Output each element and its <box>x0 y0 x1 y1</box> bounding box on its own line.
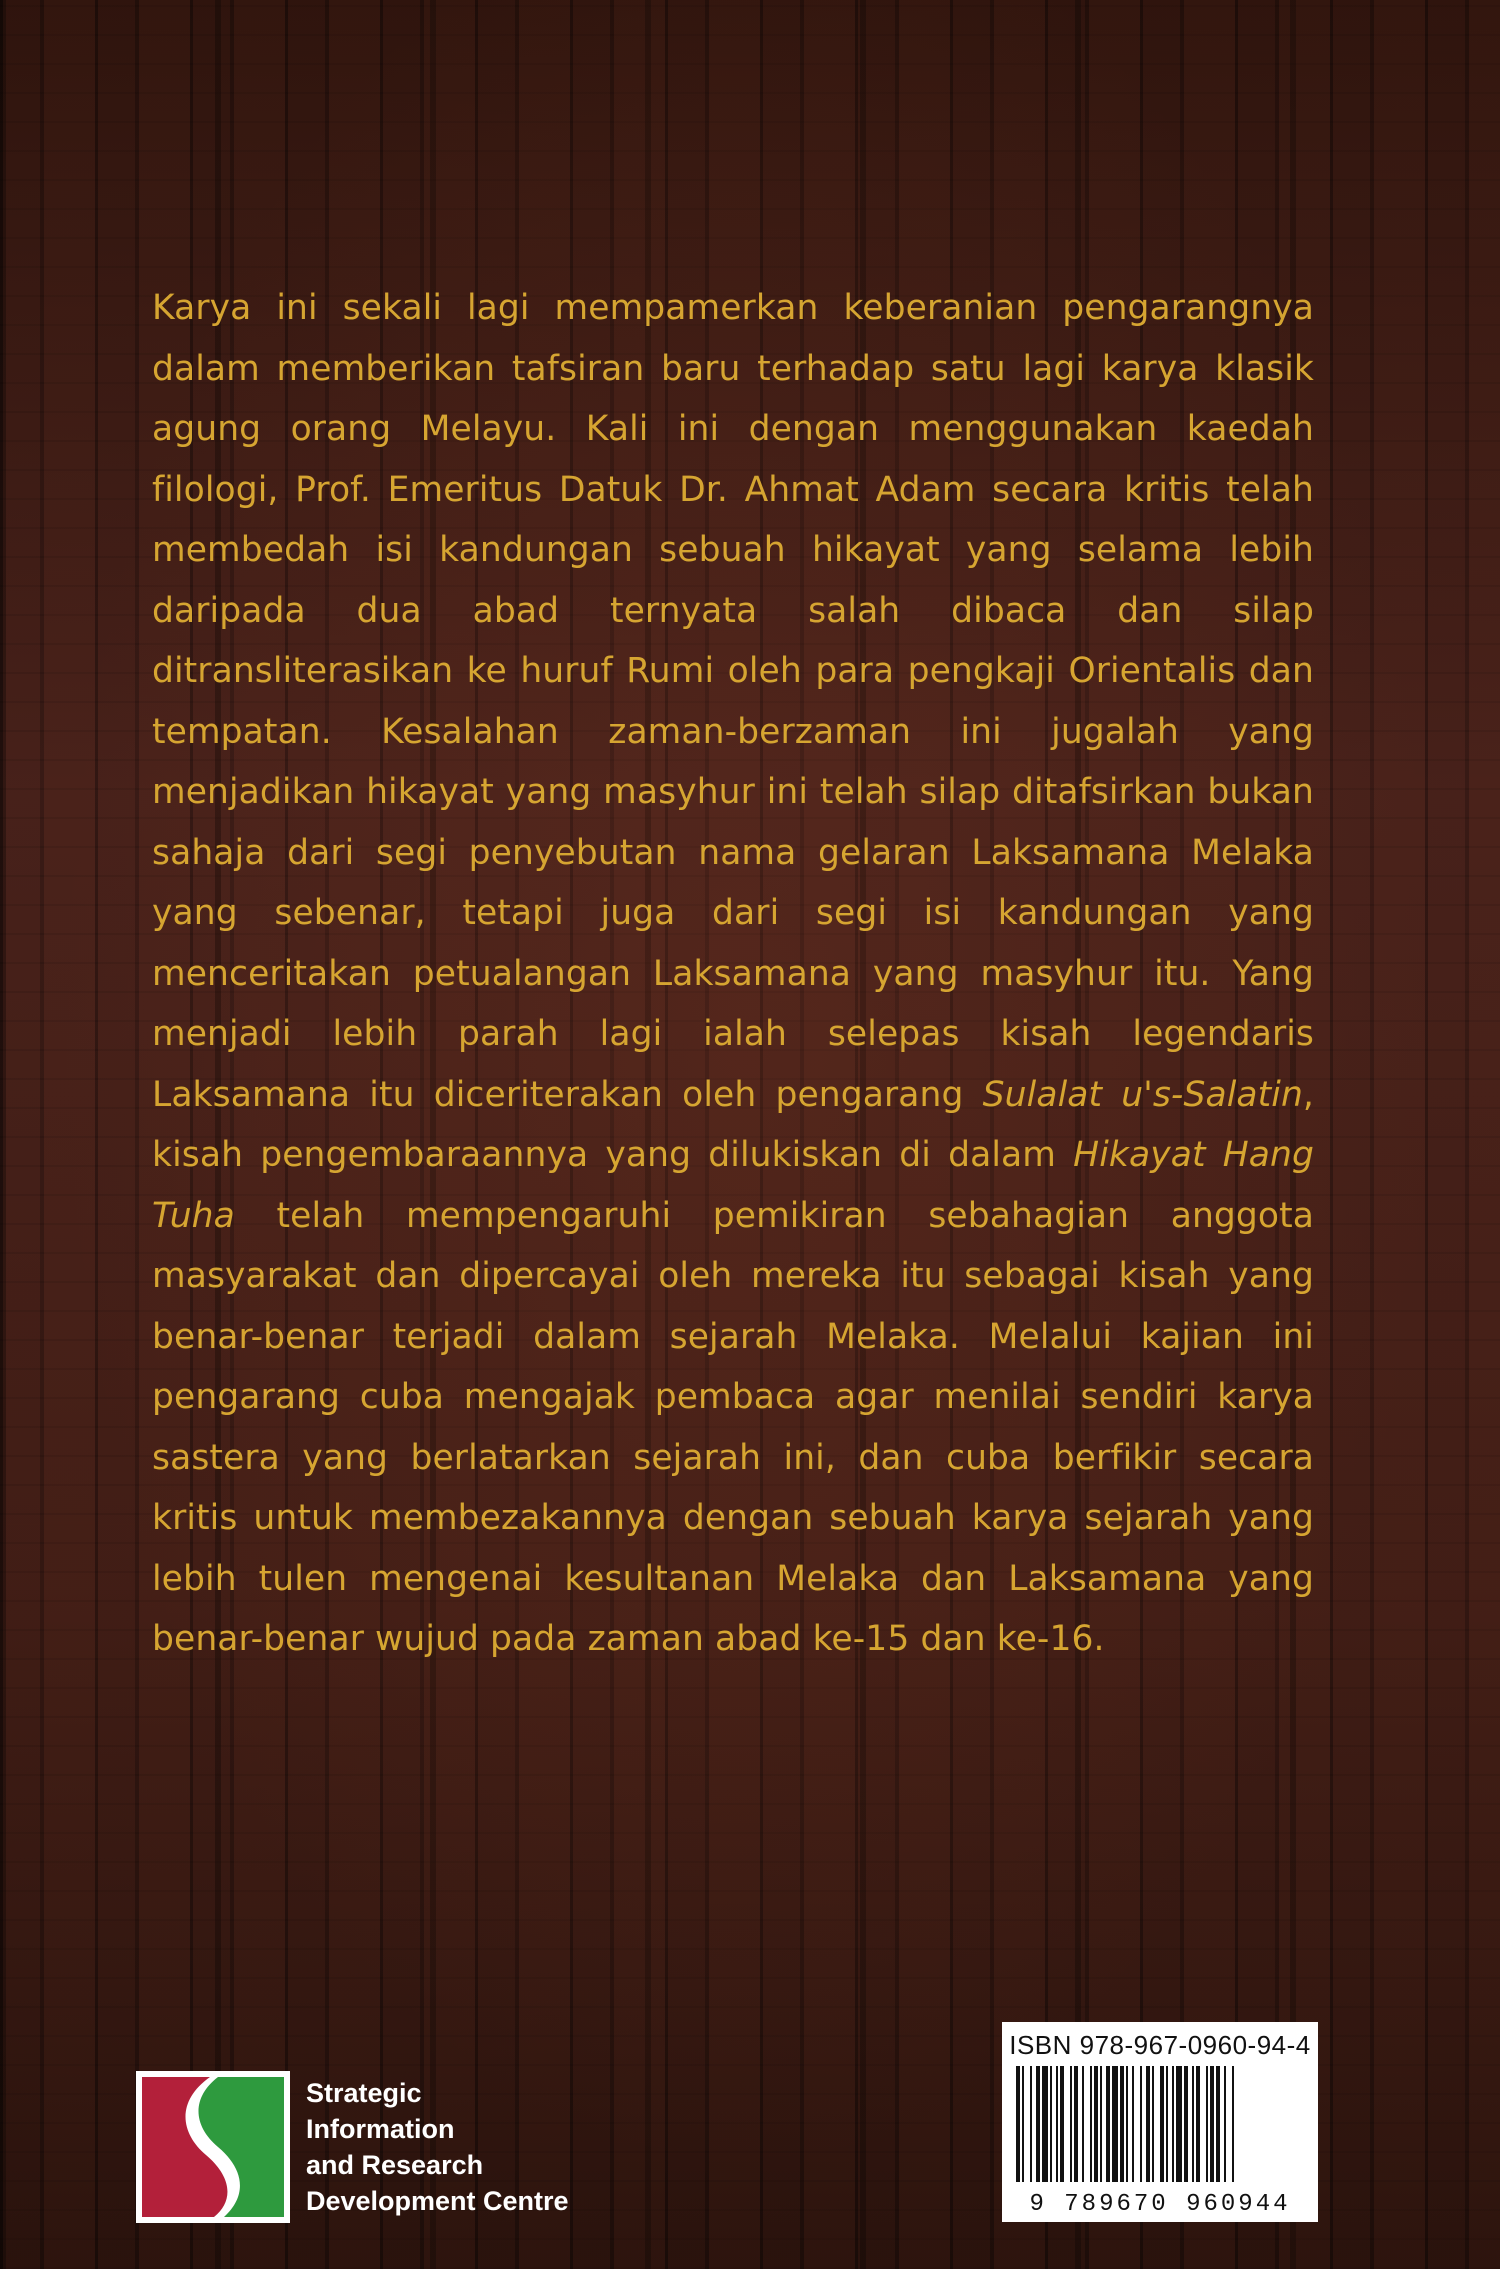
barcode-bar <box>1030 2066 1032 2182</box>
barcode-bar <box>1042 2066 1048 2182</box>
barcode-bar <box>1016 2066 1020 2182</box>
barcode-bar <box>1056 2066 1058 2182</box>
publisher-line: Strategic <box>306 2078 422 2108</box>
barcode-bar <box>1206 2066 1208 2182</box>
barcode-bar <box>1166 2066 1168 2182</box>
barcode-bar <box>1120 2066 1124 2182</box>
book-title-sulalat: Sulalat u's-Salatin <box>982 1074 1303 1115</box>
barcode-bar <box>1224 2066 1226 2182</box>
blurb-text-2: , kisah pengembaraannya yang dilukiskan di dalam <box>152 1074 1314 1175</box>
publisher-name <box>306 2075 569 2219</box>
isbn-barcode <box>1002 2022 1318 2222</box>
barcode-bar <box>1192 2066 1194 2182</box>
barcode-icon <box>1010 2066 1310 2216</box>
barcode-bar <box>1100 2066 1102 2182</box>
publisher-line: Development Centre <box>306 2186 569 2216</box>
barcode-bar <box>1140 2066 1142 2182</box>
isbn-label: ISBN 978-967-0960-94-4 <box>1009 2030 1311 2060</box>
back-cover-blurb <box>152 278 1314 1670</box>
barcode-bar <box>1176 2066 1182 2182</box>
barcode-bar <box>1210 2066 1214 2182</box>
barcode-bar <box>1132 2066 1134 2182</box>
barcode-bar <box>1172 2066 1174 2182</box>
publisher-line: and Research <box>306 2150 484 2180</box>
barcode-bar <box>1126 2066 1128 2182</box>
barcode-bar <box>1036 2066 1040 2182</box>
barcode-digits: 9 789670 960944 <box>1029 2191 1291 2216</box>
blurb-text-1: Karya ini sekali lagi mempamerkan keberanian pengarangnya dalam memberikan tafsiran baru terhadap satu lagi karya klasik agung orang Melayu. Kali ini dengan menggunakan kaedah filologi, Prof. Emeritus Datuk Dr. Ahmat Adam secara kritis telah membedah isi kandungan sebuah hikayat yang selama lebih daripada dua abad ternyata salah dibaca dan silap ditransliterasikan ke huruf Rumi oleh para pengkaji Orientalis dan tempatan. Kesalahan zaman-berzaman ini jugalah yang menjadikan hikayat yang masyhur ini telah silap ditafsirkan bukan sahaja dari segi penyebutan nama gelaran Laksamana Melaka yang sebenar, tetapi juga dari segi isi kandungan yang menceritakan petualangan Laksamana yang masyhur itu. Yang menjadi lebih parah lagi ialah selepas kisah legendaris Laksamana itu diceriterakan oleh pengarang <box>152 288 1314 1115</box>
barcode-bar <box>1070 2066 1072 2182</box>
barcode-bar <box>1082 2066 1084 2182</box>
barcode-bar <box>1060 2066 1064 2182</box>
barcode-bar <box>1232 2066 1234 2182</box>
barcode-bar <box>1196 2066 1200 2182</box>
barcode-bar <box>1106 2066 1110 2182</box>
barcode-bar <box>1152 2066 1154 2182</box>
barcode-bar <box>1160 2066 1164 2182</box>
book-title-hikayat: Hikayat Hang Tuha <box>152 1135 1314 1236</box>
barcode-bar <box>1050 2066 1052 2182</box>
barcode-bar <box>1216 2066 1220 2182</box>
barcode-bar <box>1094 2066 1098 2182</box>
barcode-bar <box>1112 2066 1118 2182</box>
blurb-text-3: telah mempengaruhi pemikiran sebahagian anggota masyarakat dan dipercayai oleh mereka itu sebagai kisah yang benar-benar terjadi dalam sejarah Melaka. Melalui kajian ini pengarang cuba mengajak pembaca agar menilai sendiri karya sastera yang berlatarkan sejarah ini, dan cuba berfikir secara kritis untuk membezakannya dengan sebuah karya sejarah yang lebih tulen mengenai kesultanan Melaka dan Laksamana yang benar-benar wujud pada zaman abad ke-15 dan ke-16. <box>152 1195 1314 1659</box>
barcode-bar <box>1022 2066 1024 2182</box>
sirdc-s-logo-icon <box>136 2071 290 2223</box>
publisher-logo <box>136 2071 290 2223</box>
barcode-bar <box>1146 2066 1150 2182</box>
barcode-bar <box>1074 2066 1078 2182</box>
barcode-bar <box>1184 2066 1188 2182</box>
publisher-line: Information <box>306 2114 455 2144</box>
barcode-bar <box>1090 2066 1092 2182</box>
